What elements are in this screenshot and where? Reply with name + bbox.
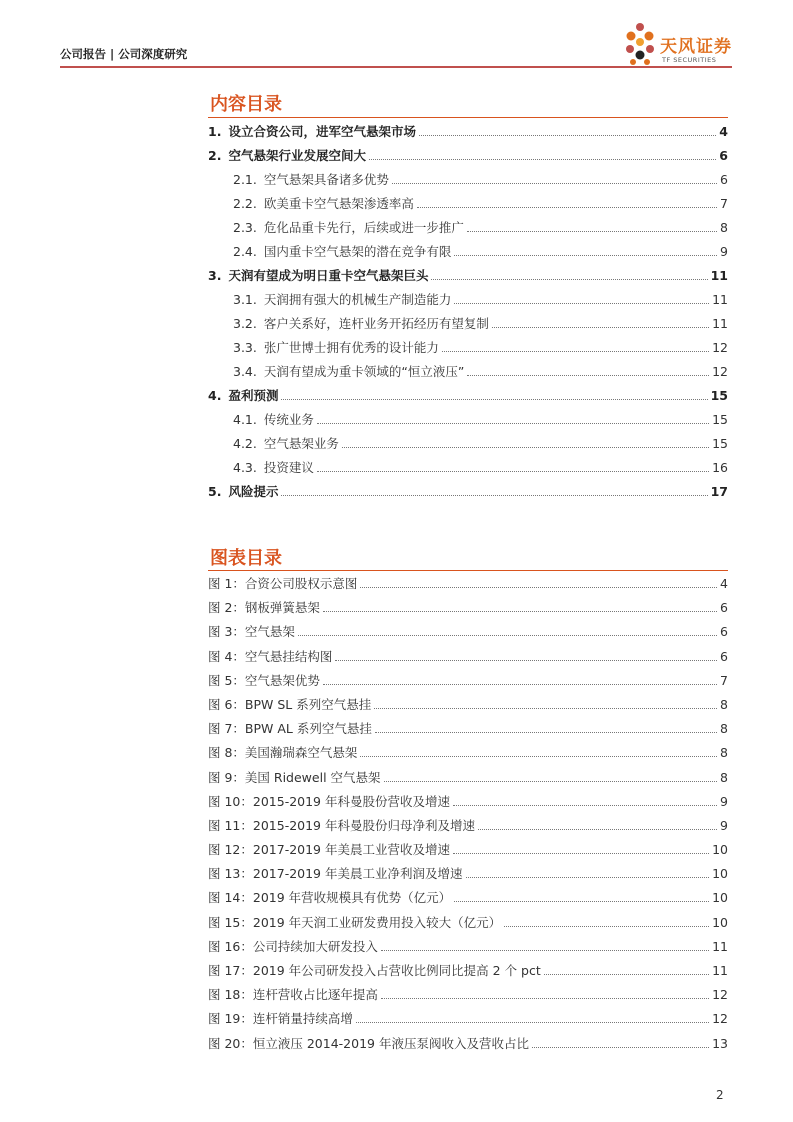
- dot-leader: [431, 264, 707, 280]
- entry-title: 客户关系好，连杆业务开拓经历有望复制: [263, 316, 489, 331]
- figure-title: 图 15：2019 年天润工业研发费用投入较大（亿元）: [208, 914, 502, 930]
- dot-leader: [374, 693, 717, 709]
- entry-title: 传统业务: [263, 412, 314, 427]
- figure-entry[interactable]: [208, 911, 728, 935]
- dot-leader: [323, 596, 717, 612]
- figure-title: 图 5：空气悬架优势: [208, 672, 320, 688]
- figure-entry[interactable]: [208, 572, 728, 596]
- entry-page: 15: [712, 436, 728, 451]
- entry-title: 空气悬架行业发展空间大: [228, 148, 366, 163]
- figure-title: 图 11：2015-2019 年科曼股份归母净利及增速: [208, 817, 475, 833]
- entry-title: 风险提示: [228, 484, 279, 499]
- figure-page: 8: [720, 721, 728, 737]
- figure-page: 10: [712, 890, 728, 906]
- contents-entry[interactable]: [208, 360, 728, 384]
- entry-page: 9: [720, 244, 728, 259]
- page-number: 2: [716, 1088, 724, 1102]
- entry-page: 16: [712, 460, 728, 475]
- figure-title: 图 18：连杆营收占比逐年提高: [208, 987, 378, 1003]
- dot-leader: [323, 669, 717, 685]
- figures-title: 图表目录: [210, 548, 282, 569]
- dot-leader: [375, 717, 717, 733]
- entry-page: 12: [712, 340, 728, 355]
- contents-divider: [208, 117, 728, 118]
- entry-number: 2.3.: [233, 220, 257, 235]
- figure-page: 11: [712, 938, 728, 954]
- figure-title: 图 6：BPW SL 系列空气悬挂: [208, 696, 372, 712]
- figure-title: 图 16：公司持续加大研发投入: [208, 938, 378, 954]
- dot-leader: [342, 432, 709, 448]
- dot-leader: [454, 288, 709, 304]
- entry-number: 3.: [208, 268, 222, 283]
- contents-entry[interactable]: [208, 288, 728, 312]
- contents-entry[interactable]: [208, 264, 728, 288]
- dot-leader: [467, 360, 709, 376]
- contents-entry[interactable]: [208, 120, 728, 144]
- figures-divider: [208, 570, 728, 571]
- figure-title: 图 19：连杆销量持续高增: [208, 1011, 353, 1027]
- contents-entry[interactable]: [208, 480, 728, 504]
- figure-page: 11: [712, 963, 728, 978]
- entry-number: 3.1.: [233, 292, 257, 307]
- entry-number: 5.: [208, 484, 222, 499]
- page-header: [60, 0, 732, 68]
- dot-leader: [453, 790, 717, 806]
- dot-leader: [478, 814, 717, 830]
- dot-leader: [532, 1032, 709, 1048]
- figure-page: 8: [720, 769, 728, 785]
- figure-entry[interactable]: [208, 717, 728, 741]
- contents-entry[interactable]: [208, 384, 728, 408]
- figure-entry[interactable]: [208, 620, 728, 644]
- dot-leader: [317, 456, 709, 472]
- figure-title: 图 2：钢板弹簧悬架: [208, 600, 320, 616]
- contents-entry[interactable]: [208, 192, 728, 216]
- entry-title: 盈利预测: [228, 388, 279, 403]
- figure-page: 6: [720, 600, 728, 616]
- figures-list: [208, 572, 728, 1056]
- entry-number: 1.: [208, 124, 222, 139]
- logo-name-en: TF SECURITIES: [662, 56, 717, 64]
- figure-entry[interactable]: [208, 645, 728, 669]
- figure-page: 4: [720, 576, 728, 591]
- company-logo: [622, 22, 734, 66]
- entry-title: 天润拥有强大的机械生产制造能力: [263, 292, 452, 307]
- figure-entry[interactable]: [208, 935, 728, 959]
- dot-leader: [466, 862, 710, 878]
- entry-number: 2.2.: [233, 196, 257, 211]
- figure-page: 7: [720, 672, 728, 688]
- flower-logo-icon: [622, 22, 658, 66]
- entry-page: 8: [720, 220, 728, 235]
- figure-page: 10: [712, 866, 728, 882]
- figure-entry[interactable]: [208, 1032, 728, 1056]
- figure-entry[interactable]: [208, 862, 728, 886]
- entry-page: 6: [719, 148, 728, 163]
- figure-page: 10: [712, 914, 728, 930]
- figure-title: 图 9：美国 Ridewell 空气悬架: [208, 769, 381, 785]
- entry-title: 投资建议: [263, 460, 314, 475]
- dot-leader: [356, 1007, 709, 1023]
- figure-entry[interactable]: [208, 766, 728, 790]
- dot-leader: [384, 766, 718, 782]
- figure-title: 图 13：2017-2019 年美晨工业净利润及增速: [208, 866, 463, 882]
- contents-title: 内容目录: [210, 94, 282, 115]
- entry-number: 3.2.: [233, 316, 257, 331]
- entry-page: 12: [712, 364, 728, 379]
- dot-leader: [442, 336, 709, 352]
- entry-number: 2.4.: [233, 244, 257, 259]
- figure-title: 图 7：BPW AL 系列空气悬挂: [208, 721, 372, 737]
- figure-page: 8: [720, 745, 728, 761]
- entry-page: 7: [720, 196, 728, 211]
- entry-number: 2.1.: [233, 172, 257, 187]
- entry-number: 3.4.: [233, 364, 257, 379]
- entry-title: 危化品重卡先行，后续或进一步推广: [263, 220, 464, 235]
- entry-number: 4.: [208, 388, 222, 403]
- report-type-label: 公司报告 | 公司深度研究: [60, 47, 188, 61]
- figure-page: 9: [720, 817, 728, 833]
- entry-title: 张广世博士拥有优秀的设计能力: [263, 340, 439, 355]
- figure-entry[interactable]: [208, 838, 728, 862]
- figure-title: 图 8：美国瀚瑞森空气悬架: [208, 745, 358, 761]
- figure-title: 图 1：合资公司股权示意图: [208, 576, 358, 591]
- dot-leader: [417, 192, 717, 208]
- dot-leader: [335, 645, 717, 661]
- figure-entry[interactable]: [208, 1007, 728, 1031]
- entry-number: 4.2.: [233, 436, 257, 451]
- entry-page: 6: [720, 172, 728, 187]
- figure-title: 图 4：空气悬挂结构图: [208, 648, 333, 664]
- entry-page: 11: [712, 316, 728, 331]
- entry-number: 3.3.: [233, 340, 257, 355]
- entry-page: 11: [710, 268, 728, 283]
- figure-entry[interactable]: [208, 814, 728, 838]
- dot-leader: [369, 144, 716, 160]
- dot-leader: [360, 741, 717, 757]
- entry-title: 欧美重卡空气悬架渗透率高: [263, 196, 414, 211]
- entry-number: 4.3.: [233, 460, 257, 475]
- contents-entry[interactable]: [208, 456, 728, 480]
- figure-page: 6: [720, 624, 728, 640]
- dot-leader: [381, 983, 709, 999]
- dot-leader: [381, 935, 709, 951]
- figure-title: 图 12：2017-2019 年美晨工业营收及增速: [208, 842, 450, 858]
- contents-entry[interactable]: [208, 144, 728, 168]
- dot-leader: [360, 572, 717, 588]
- figure-page: 6: [720, 648, 728, 664]
- contents-entry[interactable]: [208, 216, 728, 240]
- figure-entry[interactable]: [208, 886, 728, 910]
- figure-page: 10: [712, 842, 728, 858]
- dot-leader: [492, 312, 709, 328]
- figure-page: 8: [720, 696, 728, 712]
- figure-entry[interactable]: [208, 741, 728, 765]
- contents-list: [208, 120, 728, 504]
- contents-entry[interactable]: [208, 336, 728, 360]
- figure-title: 图 14：2019 年营收规模具有优势（亿元）: [208, 890, 452, 906]
- contents-entry[interactable]: [208, 240, 728, 264]
- entry-page: 17: [710, 484, 728, 499]
- figure-page: 9: [720, 793, 728, 809]
- entry-title: 空气悬架具备诸多优势: [263, 172, 389, 187]
- figure-page: 13: [712, 1035, 728, 1051]
- figure-entry[interactable]: [208, 983, 728, 1007]
- figure-page: 12: [712, 1011, 728, 1027]
- figure-title: 图 3：空气悬架: [208, 624, 295, 640]
- dot-leader: [419, 120, 716, 136]
- dot-leader: [467, 216, 717, 232]
- entry-title: 空气悬架业务: [263, 436, 339, 451]
- figure-entry[interactable]: [208, 693, 728, 717]
- dot-leader: [392, 168, 717, 184]
- contents-entry[interactable]: [208, 432, 728, 456]
- entry-title: 天润有望成为重卡领域的“恒立液压”: [263, 364, 465, 379]
- figure-title: 图 20：恒立液压 2014-2019 年液压泵阀收入及营收占比: [208, 1035, 529, 1051]
- figure-title: 图 10：2015-2019 年科曼股份营收及增速: [208, 793, 450, 809]
- entry-number: 2.: [208, 148, 222, 163]
- entry-page: 15: [712, 412, 728, 427]
- figure-entry[interactable]: [208, 669, 728, 693]
- entry-title: 国内重卡空气悬架的潜在竞争有限: [263, 244, 452, 259]
- figure-entry[interactable]: [208, 790, 728, 814]
- figure-entry[interactable]: [208, 596, 728, 620]
- figure-page: 12: [712, 987, 728, 1003]
- dot-leader: [317, 408, 709, 424]
- dot-leader: [281, 480, 707, 496]
- dot-leader: [544, 959, 709, 975]
- entry-page: 4: [719, 124, 728, 139]
- entry-page: 15: [710, 388, 728, 403]
- dot-leader: [298, 620, 717, 636]
- dot-leader: [281, 384, 707, 400]
- figure-entry[interactable]: [208, 959, 728, 983]
- entry-title: 设立合资公司，进军空气悬架市场: [228, 124, 416, 139]
- dot-leader: [453, 838, 709, 854]
- contents-entry[interactable]: [208, 312, 728, 336]
- dot-leader: [504, 911, 709, 927]
- entry-page: 11: [712, 292, 728, 307]
- entry-number: 4.1.: [233, 412, 257, 427]
- header-divider: [60, 66, 732, 68]
- contents-entry[interactable]: [208, 408, 728, 432]
- contents-entry[interactable]: [208, 168, 728, 192]
- dot-leader: [454, 886, 709, 902]
- logo-name-cn: 天风证券: [660, 37, 732, 57]
- figure-title: 图 17：2019 年公司研发投入占营收比例同比提高 2 个 pct: [208, 963, 541, 978]
- dot-leader: [454, 240, 717, 256]
- entry-title: 天润有望成为明日重卡空气悬架巨头: [228, 268, 429, 283]
